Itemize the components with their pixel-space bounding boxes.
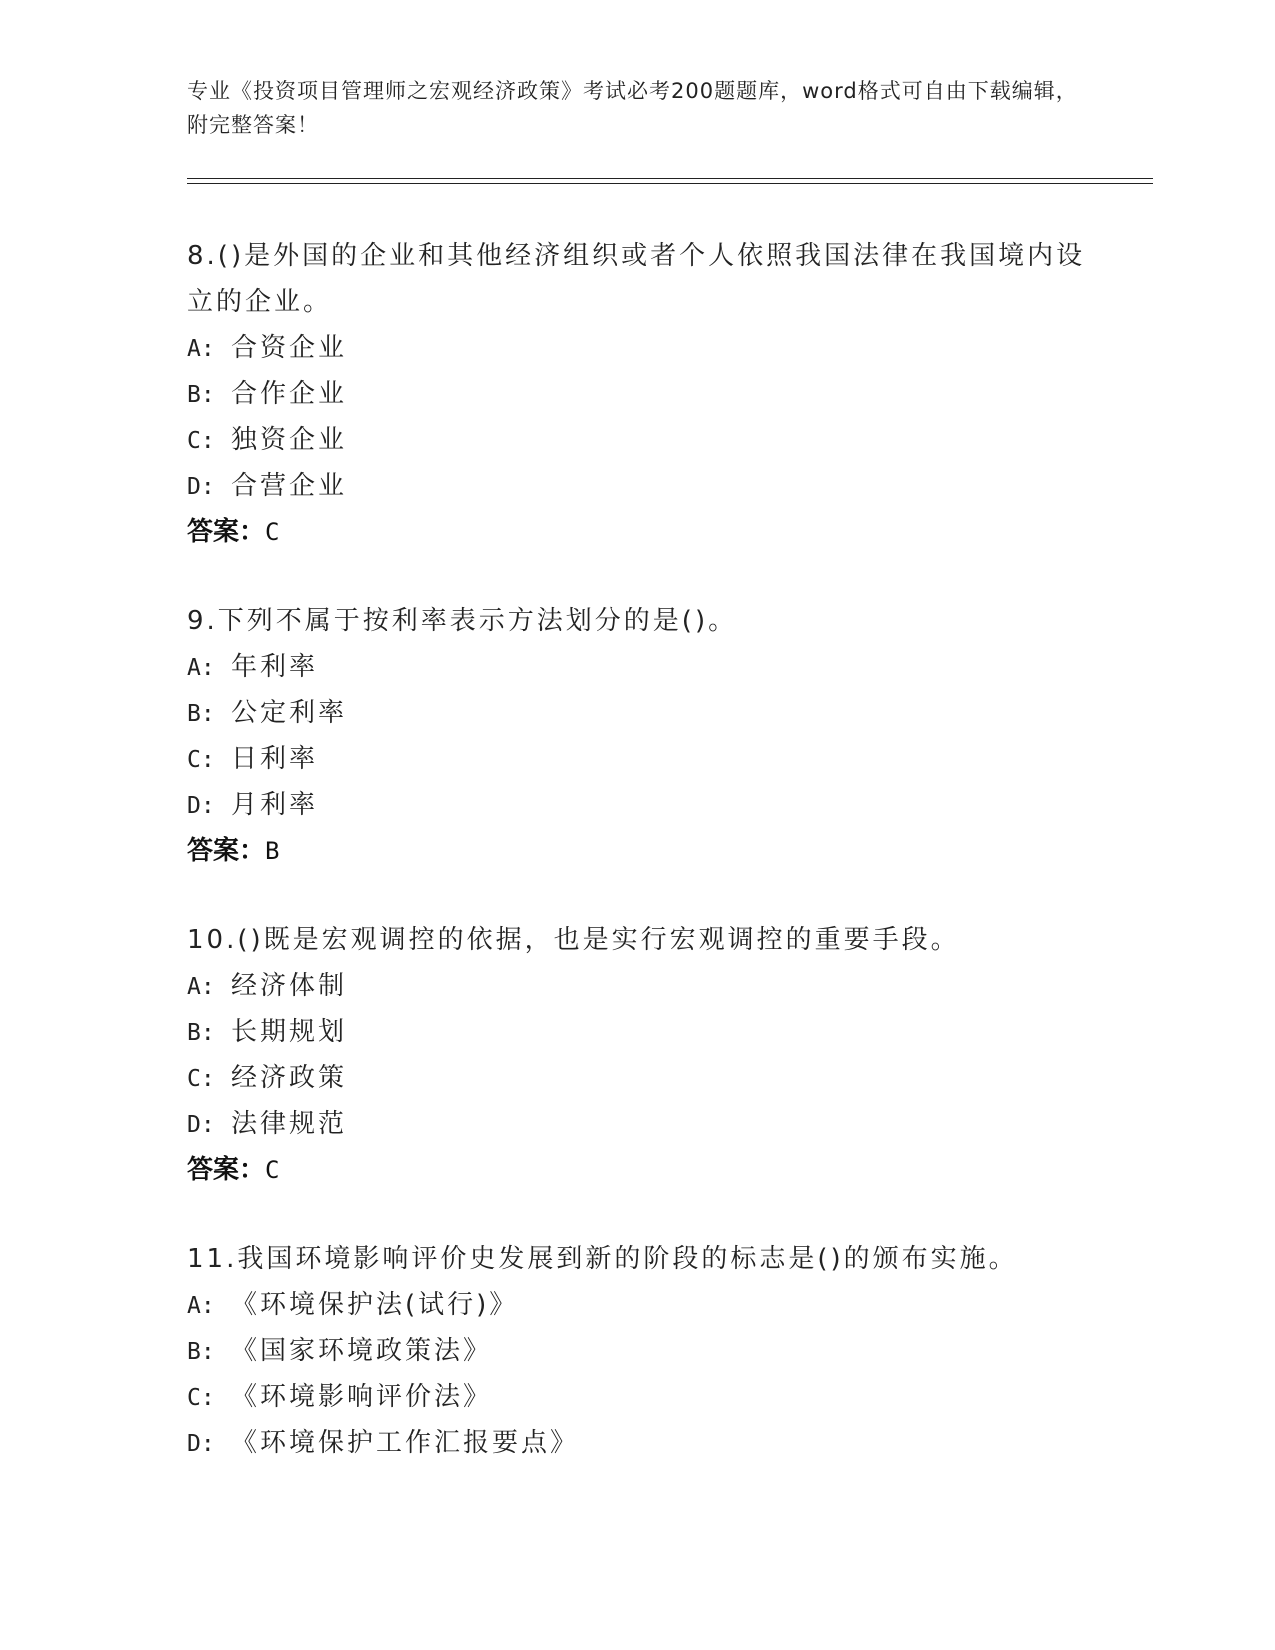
answer-line (187, 509, 1087, 555)
answer-line (187, 828, 1087, 874)
option-a (187, 325, 1087, 371)
option-key: A: (187, 655, 215, 681)
question-11 (187, 1236, 1087, 1466)
option-text: 合资企业 (231, 333, 348, 363)
option-c (187, 1374, 1087, 1420)
option-c (187, 736, 1087, 782)
option-b (187, 1009, 1087, 1055)
option-key: C: (187, 747, 215, 773)
option-text: 长期规划 (231, 1017, 348, 1047)
option-key: A: (187, 336, 215, 362)
option-d (187, 782, 1087, 828)
answer-label: 答案： (187, 836, 266, 866)
option-c (187, 1055, 1087, 1101)
option-a (187, 963, 1087, 1009)
option-key: B: (187, 382, 215, 408)
option-key: A: (187, 974, 215, 1000)
option-b (187, 371, 1087, 417)
question-8 (187, 233, 1087, 555)
option-text: 《环境影响评价法》 (231, 1382, 493, 1412)
option-text: 月利率 (231, 790, 319, 820)
option-text: 独资企业 (231, 425, 348, 455)
answer-line (187, 1147, 1087, 1193)
option-b (187, 1328, 1087, 1374)
header-divider-bottom (187, 183, 1153, 184)
option-text: 《环境保护法(试行)》 (231, 1290, 519, 1320)
option-text: 年利率 (231, 652, 319, 682)
answer-value: C (265, 1156, 280, 1184)
option-key: B: (187, 1020, 215, 1046)
answer-label: 答案： (187, 1155, 266, 1185)
option-key: C: (187, 1066, 215, 1092)
answer-value: B (265, 837, 280, 865)
option-key: D: (187, 793, 215, 819)
option-key: C: (187, 428, 215, 454)
option-text: 经济政策 (231, 1063, 348, 1093)
question-stem: 11.我国环境影响评价史发展到新的阶段的标志是()的颁布实施。 (187, 1244, 1018, 1274)
option-text: 《国家环境政策法》 (231, 1336, 493, 1366)
option-d (187, 1420, 1087, 1466)
option-d (187, 1101, 1087, 1147)
option-text: 合营企业 (231, 471, 348, 501)
question-stem: 9.下列不属于按利率表示方法划分的是()。 (187, 606, 738, 636)
option-a (187, 1282, 1087, 1328)
question-10 (187, 917, 1087, 1193)
question-stem: 8.()是外国的企业和其他经济组织或者个人依照我国法律在我国境内设立的企业。 (187, 241, 1086, 317)
option-text: 《环境保护工作汇报要点》 (231, 1428, 580, 1458)
header-divider-top (187, 178, 1153, 179)
question-9 (187, 598, 1087, 874)
option-text: 公定利率 (231, 698, 348, 728)
document-header: 专业《投资项目管理师之宏观经济政策》考试必考200题题库，word格式可自由下载编辑，附完整答案！ (187, 79, 1078, 137)
option-key: C: (187, 1385, 215, 1411)
option-a (187, 644, 1087, 690)
answer-value: C (265, 518, 280, 546)
option-key: D: (187, 1431, 215, 1457)
option-key: A: (187, 1293, 215, 1319)
option-d (187, 463, 1087, 509)
question-stem: 10.()既是宏观调控的依据，也是实行宏观调控的重要手段。 (187, 925, 960, 955)
option-b (187, 690, 1087, 736)
option-c (187, 417, 1087, 463)
answer-label: 答案： (187, 517, 266, 547)
option-text: 合作企业 (231, 379, 348, 409)
option-key: B: (187, 701, 215, 727)
option-key: D: (187, 1112, 215, 1138)
option-key: D: (187, 474, 215, 500)
option-text: 法律规范 (231, 1109, 348, 1139)
option-text: 经济体制 (231, 971, 348, 1001)
option-text: 日利率 (231, 744, 319, 774)
option-key: B: (187, 1339, 215, 1365)
